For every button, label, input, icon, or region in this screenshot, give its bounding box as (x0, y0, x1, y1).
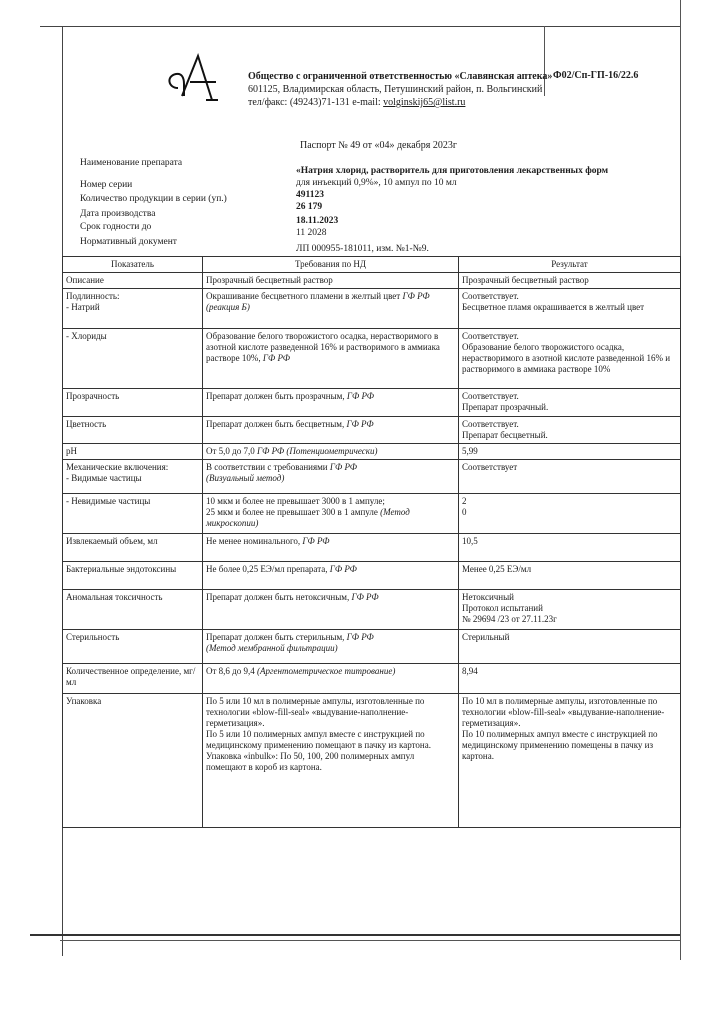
cell-indicator: Механические включения: - Видимые частицы (63, 460, 203, 494)
requirement-text: От 5,0 до 7,0 (206, 446, 255, 456)
requirement-text: Не более 0,25 ЕЭ/мл препарата, (206, 564, 328, 574)
organization-block (248, 70, 568, 109)
cell-requirement (203, 329, 459, 389)
cell-result: Нетоксичный Протокол испытаний № 29694 /23 от 27.11.23г (459, 590, 681, 630)
requirement-method-note: (Аргентометрическое титрование) (257, 666, 396, 676)
cell-requirement (203, 389, 459, 417)
requirement-text: Препарат должен быть нетоксичным, (206, 592, 350, 602)
field-value-production-date: 18.11.2023 (296, 216, 339, 226)
table-header-row (63, 257, 681, 273)
cell-requirement (203, 444, 459, 460)
requirement-text: Не менее номинального, (206, 536, 301, 546)
cell-indicator: - Невидимые частицы (63, 494, 203, 534)
cell-result: 10,5 (459, 534, 681, 562)
cell-result: 8,94 (459, 664, 681, 694)
cell-requirement (203, 590, 459, 630)
cell-result: 2 0 (459, 494, 681, 534)
requirement-method-note: ГФ РФ (346, 391, 374, 401)
cell-result: Прозрачный бесцветный раствор (459, 273, 681, 289)
cell-result: 5,99 (459, 444, 681, 460)
table-row (63, 494, 681, 534)
field-value-quantity: 26 179 (296, 202, 323, 212)
field-value-normative: ЛП 000955-181011, изм. №1-№9. (296, 244, 429, 254)
passport-title: Паспорт № 49 от «04» декабря 2023г (300, 140, 457, 151)
organization-name: Общество с ограниченной ответственностью «Славянская аптека» (248, 71, 553, 82)
requirement-method-note: ГФ РФ (302, 536, 330, 546)
requirement-text: В соответствии с требованиями (206, 462, 328, 472)
cell-requirement (203, 460, 459, 494)
requirement-text: Препарат должен быть прозрачным, (206, 391, 345, 401)
table-row (63, 273, 681, 289)
header-result: Результат (459, 257, 681, 273)
organization-contacts (248, 96, 568, 109)
cell-indicator: Извлекаемый объем, мл (63, 534, 203, 562)
field-label-batch: Номер серии (80, 180, 133, 190)
cell-indicator: Описание (63, 273, 203, 289)
cell-requirement (203, 534, 459, 562)
requirement-method-note: ГФ РФ (329, 564, 357, 574)
cell-result: Соответствует (459, 460, 681, 494)
requirement-text: Окрашивание бесцветного пламени в желтый цвет (206, 291, 401, 301)
requirement-method-note: ГФ РФ (Метод мембранной фильтрации) (206, 632, 374, 653)
requirement-method-note: ГФ РФ (Визуальный метод) (206, 462, 357, 483)
cell-requirement (203, 273, 459, 289)
cell-result: Менее 0,25 ЕЭ/мл (459, 562, 681, 590)
document-code: Ф02/Сп-ГП-16/22.6 (553, 70, 639, 81)
table-row (63, 664, 681, 694)
cell-requirement (203, 417, 459, 444)
requirement-text: По 5 или 10 мл в полимерные ампулы, изготовленные по технологии «blow-fill-seal» «выдувание-наполнение-герметизация». По 5 или 10 полимерных ампул вместе с инструкцией по медицинскому применению помещают в пачку из картона. Упаковка «inbulk»: По 50, 100, 200 полимерных ампул помещают в короб из картона. (206, 696, 431, 772)
cell-requirement (203, 664, 459, 694)
cell-indicator: Аномальная токсичность (63, 590, 203, 630)
company-logo (160, 50, 220, 110)
table-row (63, 444, 681, 460)
requirement-method-note: ГФ РФ (346, 419, 374, 429)
requirement-method-note: ГФ РФ (351, 592, 379, 602)
cell-result: Соответствует. Препарат прозрачный. (459, 389, 681, 417)
cell-result: По 10 мл в полимерные ампулы, изготовленные по технологии «blow-fill-seal» «выдувание-наполнение-герметизация». По 10 полимерных ампул вместе с инструкцией по медицинскому применению помещены в пачку из картона. (459, 694, 681, 828)
cell-requirement (203, 694, 459, 828)
frame-line-bottom-2 (60, 940, 680, 941)
requirement-text: Препарат должен быть стерильным, (206, 632, 345, 642)
table-row (63, 460, 681, 494)
requirement-method-note: ГФ РФ (262, 353, 290, 363)
table-row (63, 562, 681, 590)
cell-indicator: - Хлориды (63, 329, 203, 389)
cell-indicator: Цветность (63, 417, 203, 444)
cell-indicator: Прозрачность (63, 389, 203, 417)
requirement-text: Прозрачный бесцветный раствор (206, 275, 333, 285)
cell-result: Соответствует. Препарат бесцветный. (459, 417, 681, 444)
field-value-expiry: 11 2028 (296, 228, 327, 238)
cell-indicator: Количественное определение, мг/мл (63, 664, 203, 694)
requirement-text: Образование белого творожистого осадка, нерастворимого в азотной кислоте разведенной 16% и растворимого в аммиака растворе 10%, (206, 331, 440, 363)
table-row (63, 417, 681, 444)
specification-table-body (63, 273, 681, 828)
table-row (63, 329, 681, 389)
field-label-production-date: Дата производства (80, 209, 156, 219)
header-requirements: Требования по НД (203, 257, 459, 273)
frame-line-top (40, 26, 680, 27)
field-value-product-cont: для инъекций 0,9%», 10 ампул по 10 мл (296, 178, 457, 188)
organization-email[interactable]: volginskij65@list.ru (383, 97, 466, 108)
requirement-method-note: ГФ РФ (Потенциометрически) (257, 446, 378, 456)
field-value-batch: 491123 (296, 190, 324, 200)
cell-result: Стерильный (459, 630, 681, 664)
cell-indicator: Подлинность: - Натрий (63, 289, 203, 329)
requirement-text: От 8,6 до 9,4 (206, 666, 255, 676)
table-row (63, 590, 681, 630)
cell-result: Соответствует. Бесцветное пламя окрашивается в желтый цвет (459, 289, 681, 329)
requirement-method-note: ГФ РФ (реакция Б) (206, 291, 430, 312)
cell-indicator: Бактериальные эндотоксины (63, 562, 203, 590)
requirement-text: 10 мкм и более не превышает 3000 в 1 ампуле; 25 мкм и более не превышает 300 в 1 ампуле (206, 496, 385, 517)
table-row (63, 534, 681, 562)
organization-phone: тел/факс: (49243)71-131 e-mail: (248, 97, 381, 108)
cell-indicator: Стерильность (63, 630, 203, 664)
table-row (63, 289, 681, 329)
table-row (63, 389, 681, 417)
table-row (63, 630, 681, 664)
cell-result: Соответствует. Образование белого творожистого осадка, нерастворимого в азотной кислоте разведенной 16% и растворимого в аммиака растворе 10% (459, 329, 681, 389)
cell-requirement (203, 562, 459, 590)
field-value-product: «Натрия хлорид, растворитель для приготовления лекарственных форм (296, 166, 609, 176)
requirement-text: Препарат должен быть бесцветным, (206, 419, 345, 429)
field-label-quantity: Количество продукции в серии (уп.) (80, 194, 227, 204)
organization-address: 601125, Владимирская область, Петушинский район, п. Вольгинский (248, 84, 543, 95)
cell-indicator: pH (63, 444, 203, 460)
requirement-method-note: (Метод микроскопии) (206, 507, 410, 528)
cell-requirement (203, 494, 459, 534)
cell-indicator: Упаковка (63, 694, 203, 828)
field-label-normative: Нормативный документ (80, 237, 177, 247)
field-label-product: Наименование препарата (80, 158, 183, 168)
cell-requirement (203, 630, 459, 664)
header-indicator: Показатель (63, 257, 203, 273)
specification-table (62, 256, 681, 828)
frame-line-bottom (30, 934, 680, 936)
cell-requirement (203, 289, 459, 329)
table-row (63, 694, 681, 828)
field-label-expiry: Срок годности до (80, 222, 152, 232)
